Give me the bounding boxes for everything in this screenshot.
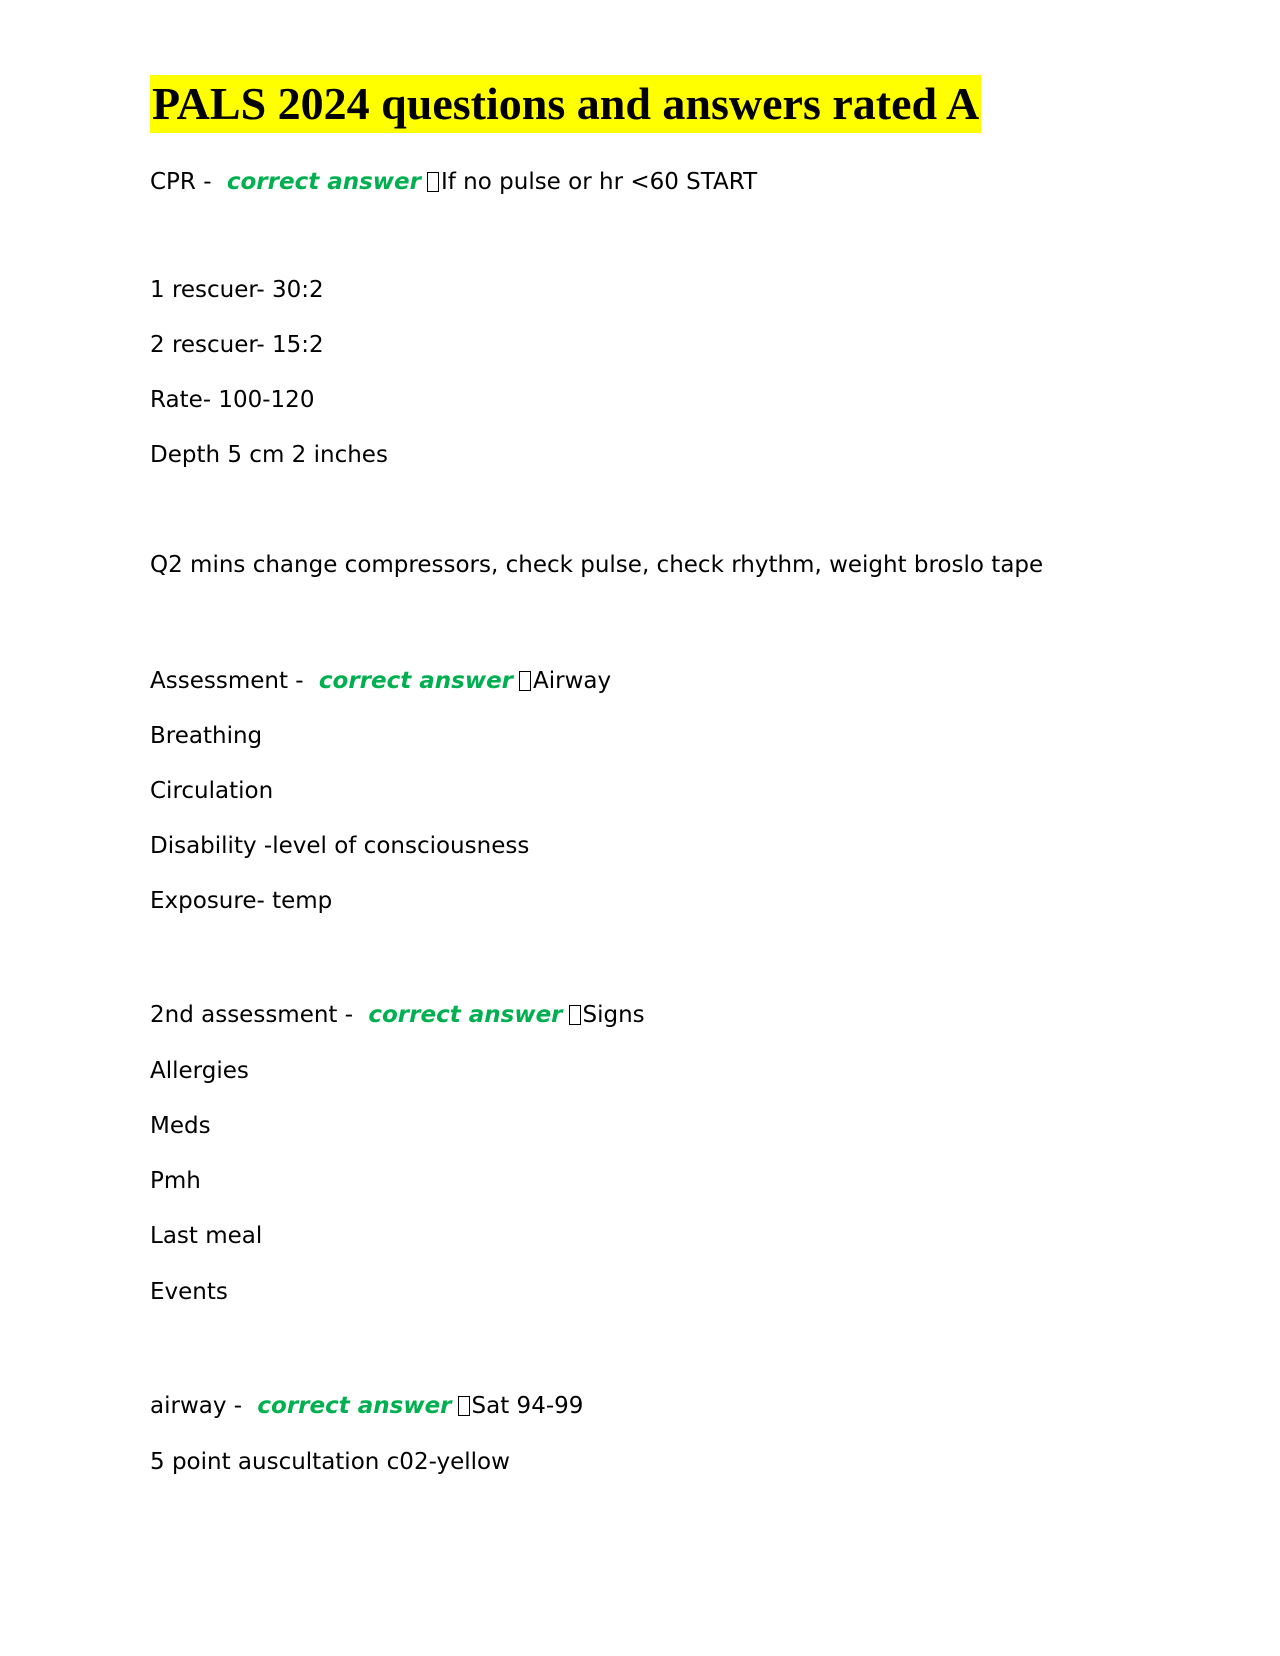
question-label: airway - bbox=[150, 1393, 250, 1419]
answer-line: 2 rescuer- 15:2 bbox=[150, 332, 324, 358]
missing-glyph-icon bbox=[458, 1396, 470, 1416]
answer-text: Sat 94-99 bbox=[471, 1393, 584, 1419]
question-line-cpr bbox=[150, 167, 757, 197]
missing-glyph-icon bbox=[519, 671, 531, 691]
answer-line: Q2 mins change compressors, check pulse, check rhythm, weight broslo tape bbox=[150, 552, 1044, 578]
answer-line: Rate- 100-120 bbox=[150, 387, 315, 413]
missing-glyph-icon bbox=[569, 1005, 581, 1025]
correct-answer-marker: correct answer bbox=[318, 668, 514, 694]
answer-line: Meds bbox=[150, 1113, 211, 1139]
question-line-assessment bbox=[150, 666, 611, 696]
answer-line: Depth 5 cm 2 inches bbox=[150, 442, 388, 468]
question-label: Assessment - bbox=[150, 668, 311, 694]
correct-answer-marker: correct answer bbox=[368, 1002, 563, 1028]
answer-text: Signs bbox=[582, 1002, 645, 1028]
answer-line: Events bbox=[150, 1279, 228, 1305]
missing-glyph-icon bbox=[427, 172, 439, 192]
question-label: 2nd assessment - bbox=[150, 1002, 361, 1028]
answer-text: If no pulse or hr <60 START bbox=[440, 169, 758, 195]
answer-line: Allergies bbox=[150, 1058, 249, 1084]
answer-line: Pmh bbox=[150, 1168, 201, 1194]
question-line-2nd-assessment bbox=[150, 1000, 645, 1030]
answer-line: Circulation bbox=[150, 778, 274, 804]
correct-answer-marker: correct answer bbox=[226, 169, 421, 195]
question-line-airway bbox=[150, 1391, 583, 1421]
answer-line: Last meal bbox=[150, 1223, 263, 1249]
answer-line: 1 rescuer- 30:2 bbox=[150, 277, 324, 303]
answer-text: Airway bbox=[533, 668, 612, 694]
answer-line: Breathing bbox=[150, 723, 263, 749]
document-title: PALS 2024 questions and answers rated A bbox=[150, 75, 981, 133]
answer-line: Exposure- temp bbox=[150, 888, 333, 914]
correct-answer-marker: correct answer bbox=[257, 1393, 452, 1419]
answer-line: Disability -level of consciousness bbox=[150, 833, 530, 859]
question-label: CPR - bbox=[150, 169, 219, 195]
answer-line: 5 point auscultation c02-yellow bbox=[150, 1449, 510, 1475]
